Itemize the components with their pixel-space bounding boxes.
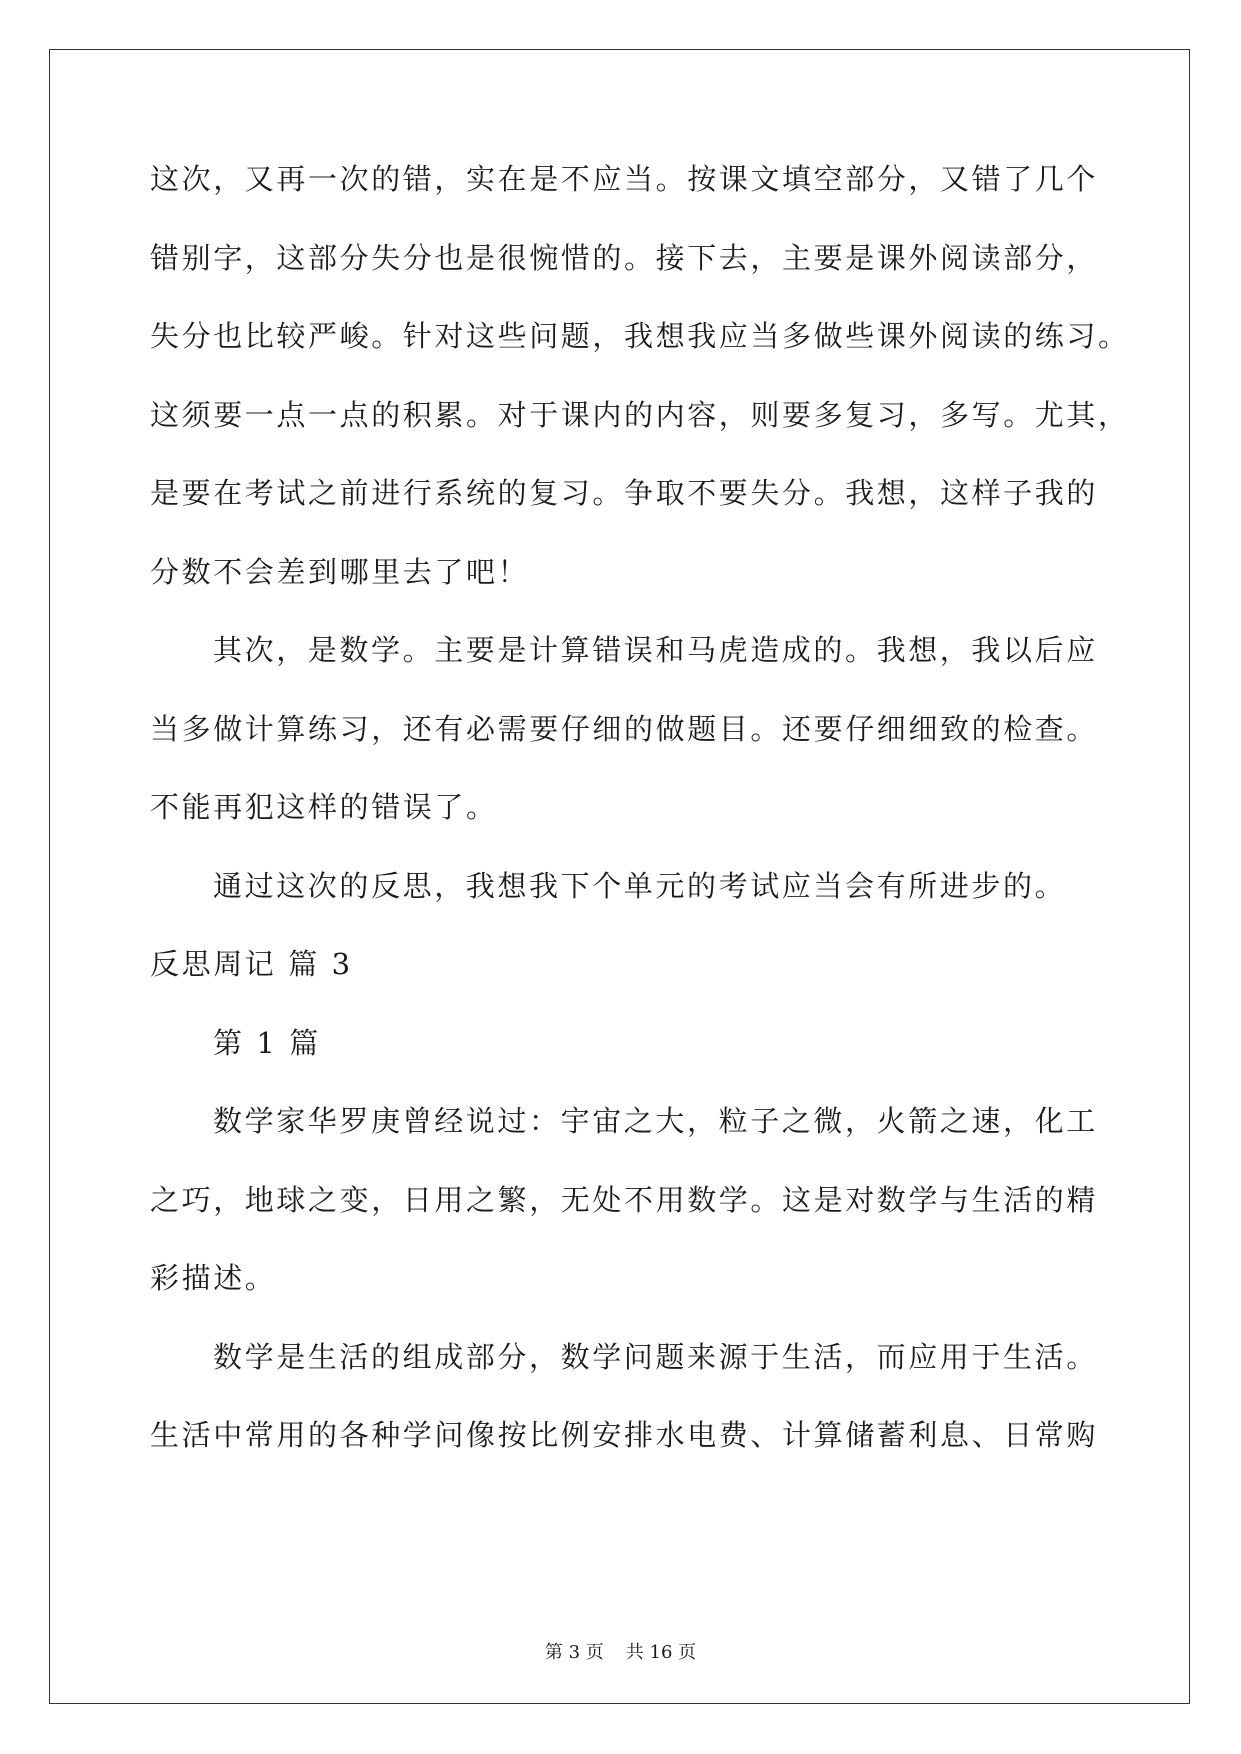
text-line: 这次，又再一次的错，实在是不应当。按课文填空部分，又错了几个 [150, 162, 1099, 196]
text-line: 错别字，这部分失分也是很惋惜的。接下去，主要是课外阅读部分， [150, 240, 1099, 275]
subsection-heading: 第 1 篇 [213, 1025, 321, 1060]
text-line: 不能再犯这样的错误了。 [150, 790, 498, 824]
page-footer [0, 1642, 1241, 1664]
document-body [150, 160, 1130, 1495]
section-heading: 反思周记 篇 3 [150, 947, 353, 981]
paragraph-start-line: 数学是生活的组成部分，数学问题来源于生活，而应用于生活。 [213, 1339, 1098, 1374]
paragraph-start-line: 通过这次的反思，我想我下个单元的考试应当会有所进步的。 [213, 868, 1067, 903]
text-line: 失分也比较严峻。针对这些问题，我想我应当多做些课外阅读的练习。 [150, 319, 1130, 353]
text-line: 当多做计算练习，还有必需要仔细的做题目。还要仔细细致的检查。 [150, 711, 1099, 746]
paragraph-start-line: 其次，是数学。主要是计算错误和马虎造成的。我想，我以后应 [213, 633, 1098, 667]
text-line: 分数不会差到哪里去了吧！ [150, 554, 530, 589]
text-line: 之巧，地球之变，日用之繁，无处不用数学。这是对数学与生活的精 [150, 1182, 1099, 1217]
text-line: 是要在考试之前进行系统的复习。争取不要失分。我想，这样子我的 [150, 476, 1099, 510]
text-line: 这须要一点一点的积累。对于课内的内容，则要多复习，多写。尤其， [150, 397, 1130, 432]
paragraph-start-line: 数学家华罗庚曾经说过：宇宙之大，粒子之微，火箭之速，化工 [213, 1104, 1098, 1138]
text-line: 彩描述。 [150, 1261, 277, 1295]
page-total: 共 16 页 [625, 1642, 697, 1663]
text-line: 生活中常用的各种学问像按比例安排水电费、计算储蓄利息、日常购 [150, 1418, 1099, 1452]
page-number: 第 3 页 [544, 1642, 604, 1663]
